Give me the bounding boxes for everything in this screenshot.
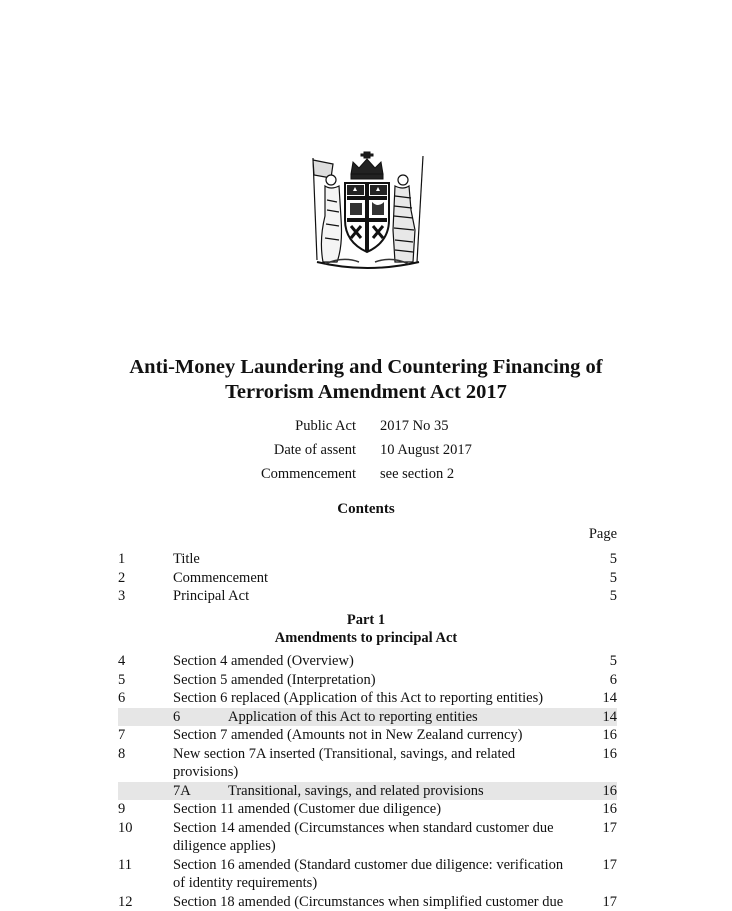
meta-label: Date of assent xyxy=(274,442,356,459)
toc-page: 17 xyxy=(603,819,618,838)
toc-page: 16 xyxy=(603,782,618,801)
coat-of-arms-icon xyxy=(303,150,431,272)
toc-page: 17 xyxy=(603,856,618,875)
toc-title: Section 5 amended (Interpretation) xyxy=(173,671,573,690)
toc-page: 5 xyxy=(610,550,617,569)
toc-page: 16 xyxy=(603,726,618,745)
toc-sub-entry[interactable] xyxy=(118,782,617,801)
toc-entry[interactable] xyxy=(0,550,732,569)
toc-title: New section 7A inserted (Transitional, savings, and related provisions) xyxy=(173,745,533,782)
toc-entry[interactable] xyxy=(0,745,732,782)
page-column-heading: Page xyxy=(589,526,617,543)
toc-page: 16 xyxy=(603,800,618,819)
toc-entry[interactable] xyxy=(0,569,732,588)
meta-public-act xyxy=(0,418,732,442)
toc-number: 8 xyxy=(118,745,125,764)
toc-entry[interactable] xyxy=(0,587,732,606)
toc-number: 7 xyxy=(118,726,125,745)
meta-label: Commencement xyxy=(261,466,356,483)
part-number: Part 1 xyxy=(0,611,732,630)
toc-title: Section 18 amended (Circumstances when simplified customer due xyxy=(173,893,593,911)
toc-title: Title xyxy=(173,550,573,569)
toc-title: Commencement xyxy=(173,569,573,588)
toc-title: Principal Act xyxy=(173,587,573,606)
toc-number: 11 xyxy=(118,856,132,875)
toc-title: Section 4 amended (Overview) xyxy=(173,652,573,671)
toc-entry[interactable] xyxy=(0,671,732,690)
toc-title: Section 6 replaced (Application of this Act to reporting entities) xyxy=(173,689,593,708)
toc-sub-title: Transitional, savings, and related provisions xyxy=(228,782,617,801)
toc-part-1 xyxy=(0,652,732,911)
meta-date-of-assent xyxy=(0,442,732,466)
toc-number: 3 xyxy=(118,587,125,606)
contents-heading: Contents xyxy=(0,501,732,518)
toc-page: 5 xyxy=(610,587,617,606)
toc-number: 9 xyxy=(118,800,125,819)
toc-title: Section 14 amended (Circumstances when standard customer due diligence applies) xyxy=(173,819,568,856)
meta-value: 2017 No 35 xyxy=(380,418,448,435)
toc-entry[interactable] xyxy=(0,800,732,819)
toc-entry[interactable] xyxy=(0,689,732,708)
meta-value: see section 2 xyxy=(380,466,454,483)
toc-number: 2 xyxy=(118,569,125,588)
toc-title: Section 7 amended (Amounts not in New Zealand currency) xyxy=(173,726,573,745)
toc-page: 14 xyxy=(603,708,618,727)
toc-entry[interactable] xyxy=(0,893,732,911)
part-title: Amendments to principal Act xyxy=(0,629,732,648)
toc-sub-entry[interactable] xyxy=(118,708,617,727)
toc-number: 1 xyxy=(118,550,125,569)
act-title-line-1: Anti-Money Laundering and Countering Financing of xyxy=(0,355,732,380)
toc-entry[interactable] xyxy=(0,856,732,893)
toc-number: 12 xyxy=(118,893,133,911)
toc-intro xyxy=(0,550,732,606)
toc-sub-number: 6 xyxy=(173,708,180,727)
act-metadata xyxy=(0,418,732,490)
meta-value: 10 August 2017 xyxy=(380,442,472,459)
toc-page: 16 xyxy=(603,745,618,764)
toc-page: 5 xyxy=(610,569,617,588)
toc-sub-title: Application of this Act to reporting entities xyxy=(228,708,617,727)
toc-title: Section 11 amended (Customer due diligence) xyxy=(173,800,573,819)
toc-entry[interactable] xyxy=(0,819,732,856)
act-title-line-2: Terrorism Amendment Act 2017 xyxy=(0,380,732,405)
toc-page: 17 xyxy=(603,893,618,911)
toc-number: 5 xyxy=(118,671,125,690)
toc-page: 14 xyxy=(603,689,618,708)
meta-label: Public Act xyxy=(295,418,356,435)
toc-entry[interactable] xyxy=(0,726,732,745)
meta-commencement xyxy=(0,466,732,490)
toc-number: 10 xyxy=(118,819,133,838)
toc-number: 4 xyxy=(118,652,125,671)
toc-sub-number: 7A xyxy=(173,782,191,801)
toc-title: Section 16 amended (Standard customer due diligence: verification of identity requirements) xyxy=(173,856,573,893)
toc-entry[interactable] xyxy=(0,652,732,671)
toc-page: 6 xyxy=(610,671,617,690)
toc-page: 5 xyxy=(610,652,617,671)
toc-number: 6 xyxy=(118,689,125,708)
